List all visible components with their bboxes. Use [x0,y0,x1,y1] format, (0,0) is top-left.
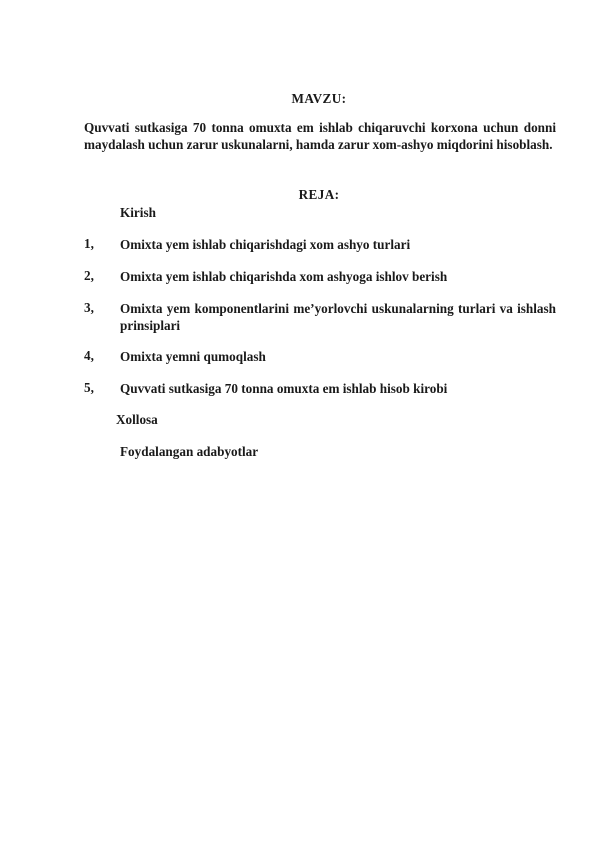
references-entry: Foydalangan adabyotlar [120,444,259,459]
mavzu-heading: MAVZU: [291,91,347,106]
item-number-1: 1, [84,236,94,251]
item-number-5: 5, [84,380,94,395]
item-text-4: Omixta yemni qumoqlash [120,349,266,364]
item-text-3: Omixta yem komponentlarini me’yorlovchi uskunalarning turlari va ishlash prinsiplari [120,301,556,333]
topic-text: Quvvati sutkasiga 70 tonna omuxta em ishlab chiqaruvchi korxona uchun donni maydalash uchun zarur uskunalarni, hamda zarur xom-ashyo miqdorini hisoblash. [84,120,556,152]
reja-heading: REJA: [298,187,340,202]
item-text-5: Quvvati sutkasiga 70 tonna omuxta em ishlab hisob kirobi [120,381,448,396]
item-number-4: 4, [84,348,94,363]
item-number-3: 3, [84,300,94,315]
conclusion-entry: Xollosa [116,412,158,427]
item-text-1: Omixta yem ishlab chiqarishdagi xom ashyo turlari [120,237,411,252]
intro-entry: Kirish [120,205,156,220]
item-number-2: 2, [84,268,94,283]
item-text-2: Omixta yem ishlab chiqarishda xom ashyoga ishlov berish [120,269,448,284]
